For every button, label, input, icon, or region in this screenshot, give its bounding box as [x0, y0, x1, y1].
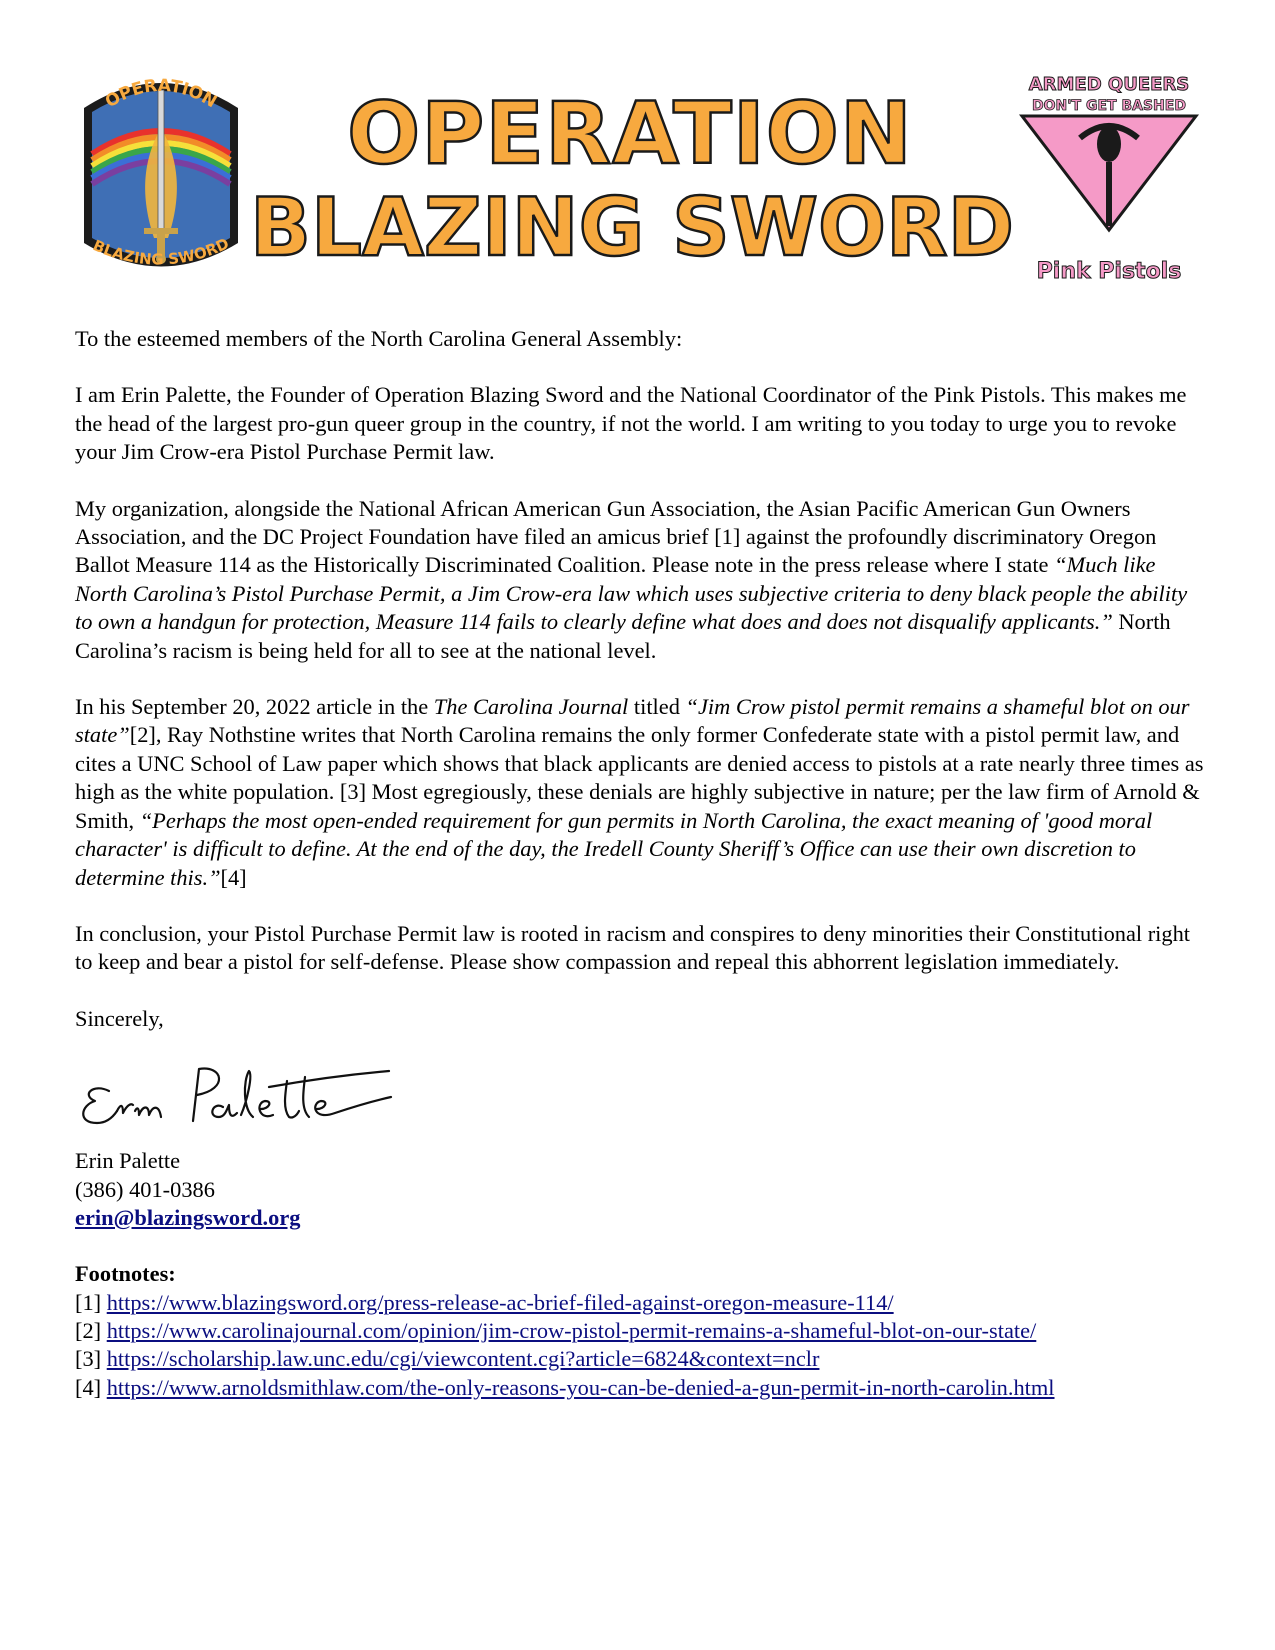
- svg-text:BLAZING SWORD: BLAZING SWORD: [90, 234, 232, 269]
- paragraph-text: [4]: [220, 864, 247, 890]
- contact-name: Erin Palette: [75, 1148, 181, 1174]
- footnote-link[interactable]: https://www.arnoldsmithlaw.com/the-only-reasons-you-can-be-denied-a-gun-permit-in-north-carolin.html: [106, 1374, 1055, 1400]
- footnote-marker: [4]: [75, 1374, 107, 1400]
- svg-text:OPERATION: OPERATION: [101, 75, 221, 113]
- contact-phone: (386) 401-0386: [75, 1176, 215, 1202]
- footnote-marker: [2]: [75, 1318, 107, 1344]
- title-line-1: OPERATION: [347, 84, 913, 184]
- paragraph-text: [2], Ray Nothstine writes that North Carolina remains the only former Confederate state with a pistol permit law, and cites a UNC School of Law paper which shows that black applicants are denied access to pistols at a rate nearly three times as high as the white population. [3] Most egregiously, these denials are highly subjective in nature; per the law firm of Arnold & Smith,: [75, 722, 1204, 833]
- footnote-marker: [1]: [75, 1289, 107, 1315]
- footnote-link[interactable]: https://www.carolinajournal.com/opinion/jim-crow-pistol-permit-remains-a-shameful-blot-on-our-state/: [106, 1318, 1037, 1344]
- paragraph-introduction: I am Erin Palette, the Founder of Operation Blazing Sword and the National Coordinator of the Pink Pistols. This makes me the head of the largest pro-gun queer group in the country, if not the world. I am writing to you today to urge you to revoke your Jim Crow-era Pistol Purchase Permit law.: [75, 382, 1187, 465]
- footnote-link[interactable]: https://www.blazingsword.org/press-release-ac-brief-filed-against-oregon-measure-114/: [106, 1289, 894, 1315]
- quote-arnold-smith: “Perhaps the most open-ended requirement for gun permits in North Carolina, the exact meaning of 'good moral character' is difficult to define. At the end of the day, the Iredell County Sheriff’s Office can use their own discretion to determine this.”: [75, 807, 1153, 890]
- footnote-item: [75, 1345, 1205, 1373]
- svg-text:Pink Pistols: Pink Pistols: [1036, 259, 1182, 284]
- footnote-item: [75, 1317, 1205, 1345]
- paragraph-text: My organization, alongside the National African American Gun Association, the Asian Pacific American Gun Owners Association, and the DC Project Foundation have filed an amicus brief [1] against the profoundly discriminatory Oregon Ballot Measure 114 as the Historically Discriminated Coalition. Please note in the press release where I state: [75, 495, 1157, 578]
- footnote-item: [75, 1289, 1205, 1317]
- svg-text:ARMED QUEERS: ARMED QUEERS: [1028, 74, 1190, 95]
- footnotes-section: [75, 1260, 1205, 1402]
- svg-text:DON'T GET BASHED: DON'T GET BASHED: [1032, 98, 1186, 114]
- paragraph-text: In his September 20, 2022 article in the: [75, 694, 434, 720]
- paragraph-text: North Carolina’s racism is being held for all to see at the national level.: [75, 609, 1171, 663]
- salutation: To the esteemed members of the North Carolina General Assembly:: [75, 326, 683, 351]
- footnotes-heading: Footnotes:: [75, 1261, 176, 1287]
- operation-blazing-sword-patch-icon: [78, 68, 244, 284]
- handwritten-signature: [73, 1061, 393, 1141]
- title-line-2: BLAZING SWORD: [250, 181, 1014, 274]
- footnote-item: [75, 1374, 1205, 1402]
- paragraph-text: titled: [628, 694, 686, 720]
- article-title: “Jim Crow pistol permit remains a shameful blot on our state”: [75, 694, 1190, 748]
- letterhead: [0, 0, 1275, 300]
- publication-name: The Carolina Journal: [433, 694, 629, 720]
- closing: Sincerely,: [75, 1005, 164, 1031]
- contact-block: [75, 1147, 1205, 1232]
- footnote-link[interactable]: https://scholarship.law.unc.edu/cgi/viewcontent.cgi?article=6824&context=nclr: [106, 1346, 820, 1372]
- pink-pistols-logo-icon: [1018, 70, 1200, 288]
- paragraph-conclusion: In conclusion, your Pistol Purchase Permit law is rooted in racism and conspires to deny minorities their Constitutional right to keep and bear a pistol for self-defense. Please show compassion and repeal this abhorrent legislation immediately.: [75, 920, 1191, 975]
- letter-body: [75, 325, 1205, 1402]
- paragraph-carolina-journal: [75, 693, 1205, 892]
- quote-press-release: “Much like North Carolina’s Pistol Purchase Permit, a Jim Crow-era law which uses subjective criteria to deny black people the ability to own a handgun for protection, Measure 114 fails to clearly define what does and does not disqualify applicants.”: [75, 552, 1188, 635]
- paragraph-amicus-brief: [75, 495, 1205, 665]
- footnote-marker: [3]: [75, 1346, 107, 1372]
- contact-email-link[interactable]: erin@blazingsword.org: [75, 1204, 301, 1230]
- organization-title: [250, 84, 1014, 284]
